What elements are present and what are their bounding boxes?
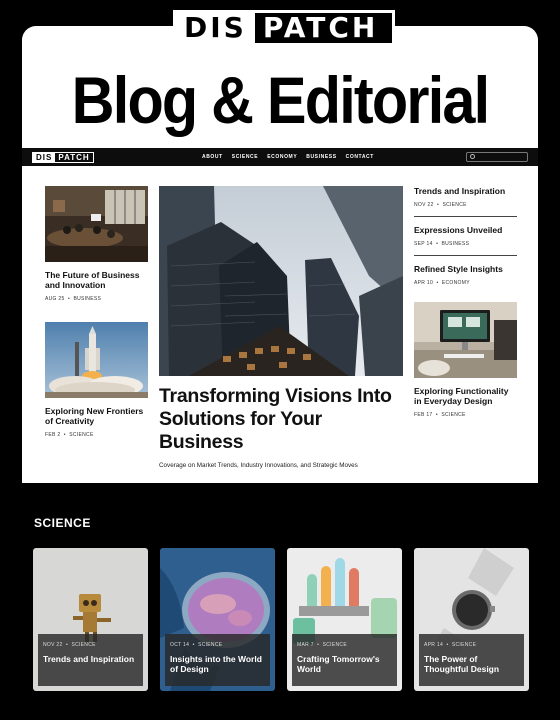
logo-left: DIS [176,13,255,43]
article-category[interactable]: ECONOMY [441,280,470,286]
article-category[interactable]: BUSINESS [441,241,470,247]
card-date: OCT 14 [170,642,190,648]
article-meta [414,202,517,208]
article-card[interactable] [45,322,148,438]
workspace-image [414,302,517,378]
article-date: NOV 22 [414,202,434,208]
hero-subtitle: Coverage on Market Trends, Industry Innovations, and Strategic Moves [159,462,358,469]
science-card[interactable] [33,548,148,691]
science-grid [33,548,529,691]
card-title[interactable]: Insights into the World of Design [170,654,262,674]
card-category[interactable]: SCIENCE [198,642,223,648]
article-meta [45,296,148,302]
article-meta [414,241,517,247]
meta-separator: • [65,642,69,648]
card-meta [424,642,519,648]
article-category[interactable]: SCIENCE [69,432,94,438]
article-date: SEP 14 [414,241,433,247]
card-overlay [292,634,397,686]
nav-logo-right: PATCH [58,152,90,162]
card-meta [43,642,138,648]
nav-link-contact[interactable]: CONTACT [345,154,374,160]
skyscrapers-image [159,186,403,376]
site-mockup [22,148,538,483]
card-meta [297,642,392,648]
meta-separator: • [317,642,320,648]
card-overlay [419,634,524,686]
nav-logo-left: DIS [33,153,55,162]
article-title[interactable]: Expressions Unveiled [414,225,503,235]
article-title[interactable]: Exploring Functionality in Everyday Design [414,386,509,406]
card-overlay [38,634,143,686]
card-overlay [165,634,270,686]
science-card[interactable] [414,548,529,691]
meta-separator: • [192,642,195,648]
article-date: FEB 2 [45,432,61,438]
meta-separator: • [436,202,440,208]
article-card[interactable] [45,186,148,302]
card-title[interactable]: Trends and Inspiration [43,654,135,664]
section-heading-science: SCIENCE [34,516,91,530]
meta-separator: • [63,432,66,438]
meta-separator: • [67,296,71,302]
article-title[interactable]: Exploring New Frontiers of Creativity [45,406,144,426]
card-date: NOV 22 [43,642,63,648]
hero-title[interactable]: Transforming Visions Into Solutions for Your Business [159,385,392,453]
list-item[interactable] [414,264,517,294]
nav-link-business[interactable]: BUSINESS [306,154,337,160]
left-column [45,186,148,438]
article-date: APR 10 [414,280,434,286]
science-card[interactable] [287,548,402,691]
card-category[interactable]: SCIENCE [451,642,477,648]
list-item[interactable] [414,186,517,217]
logo-right: PATCH [262,11,379,44]
card-meta [170,642,265,648]
list-item[interactable] [414,225,517,256]
nav-link-about[interactable]: ABOUT [202,154,223,160]
article-meta [45,432,148,438]
science-card[interactable] [160,548,275,691]
article-title[interactable]: The Future of Business and Innovation [45,270,140,290]
article-meta [414,412,517,418]
search-input[interactable] [466,152,528,162]
article-meta [414,280,517,286]
card-date: MAR 7 [297,642,314,648]
card-title[interactable]: Crafting Tomorrow's World [297,654,380,674]
rocket-image [45,322,148,398]
article-title[interactable]: Refined Style Insights [414,264,503,274]
nav-bar [22,148,538,166]
office-image [45,186,148,262]
meta-separator: • [446,642,449,648]
card-date: APR 14 [424,642,444,648]
hero-article[interactable] [159,186,403,469]
article-card[interactable] [414,302,517,418]
brand-logo[interactable] [173,10,395,46]
right-column [414,186,517,418]
article-category[interactable]: SCIENCE [442,202,467,208]
article-category[interactable]: SCIENCE [441,412,466,418]
meta-separator: • [436,241,439,247]
card-title[interactable]: The Power of Thoughtful Design [424,654,500,674]
card-category[interactable]: SCIENCE [322,642,347,648]
banner-title: Blog & Editorial [71,63,489,137]
meta-separator: • [436,280,439,286]
article-date: AUG 25 [45,296,65,302]
nav-link-economy[interactable]: ECONOMY [267,154,298,160]
nav-links [202,148,374,166]
article-date: FEB 17 [414,412,433,418]
meta-separator: • [435,412,438,418]
nav-logo[interactable] [32,152,94,163]
card-category[interactable]: SCIENCE [71,642,96,648]
article-category[interactable]: BUSINESS [73,296,102,302]
nav-link-science[interactable]: SCIENCE [231,154,259,160]
search-icon [470,154,475,159]
article-title[interactable]: Trends and Inspiration [414,186,506,196]
